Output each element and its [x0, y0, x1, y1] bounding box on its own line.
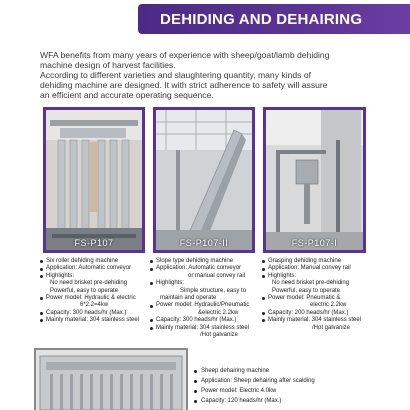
spec-item: [150, 258, 262, 265]
model-label: FS-P107-I: [291, 238, 338, 248]
machine-name: Six roller dehiding machine: [46, 258, 119, 264]
capacity-text: Capacity: 300 heads/hr (Max.): [156, 317, 237, 324]
spec-item: [150, 302, 262, 309]
highlights-label: Highlights:: [156, 280, 185, 287]
bullet-icon: [40, 319, 43, 322]
model-label: FS-P107-II: [179, 238, 229, 248]
spec-item: [262, 310, 374, 317]
highlight-text: No need brisket pre-dehiding: [272, 280, 350, 287]
slope-machine-photo: [153, 107, 255, 253]
application-detail: or manual convey rail: [188, 272, 246, 279]
highlights-label: Highlights:: [268, 272, 297, 279]
intro-line: an efficient and accurate operating sequence.: [40, 90, 214, 100]
application-text: Application: Automatic conveyor: [156, 265, 242, 272]
grasping-machine-photo: [263, 107, 366, 253]
application-text: Application: Automatic conveyor: [46, 265, 132, 272]
capacity-text: Capacity: 120 heads/hr (Max.): [201, 398, 282, 404]
material-text: Mainly material: 304 stainless steel: [268, 317, 362, 324]
bullet-icon: [262, 275, 265, 278]
spec-item: [194, 386, 344, 396]
model-label: FS-P107: [74, 238, 114, 248]
power-detail: &electric 2.2kw: [198, 309, 239, 316]
bullet-icon: [150, 327, 153, 330]
spec-item: [40, 273, 150, 280]
spec-item: [150, 265, 262, 272]
bullet-icon: [150, 282, 153, 285]
highlight-text: Powerful, easy to operate: [50, 287, 119, 294]
bullet-icon: [262, 319, 265, 322]
six-roller-machine-photo: [43, 107, 145, 253]
section-banner: [138, 4, 410, 34]
power-detail: electric 2.2kw: [310, 302, 347, 309]
six-roller-specs: [40, 258, 150, 325]
slope-type-specs: [150, 258, 262, 339]
dehairing-machine-photo: [34, 348, 188, 410]
machine-name: Grasping dehiding machine: [268, 258, 342, 264]
spec-item: [40, 310, 150, 317]
capacity-text: Capacity: 200 heads/hr (Max.): [268, 309, 349, 316]
grasping-specs: [262, 258, 374, 332]
machine-name: Sheep dehairing machine: [201, 368, 270, 374]
grasping-machine-illustration: [266, 110, 363, 250]
bullet-icon: [262, 260, 265, 263]
material-detail: /Hot galvanize: [200, 332, 239, 339]
spec-item: [150, 325, 262, 332]
spec-item: [262, 273, 374, 280]
highlight-text: Simple structure, easy to: [180, 287, 247, 294]
spec-item: [40, 258, 150, 265]
bullet-icon: [262, 297, 265, 300]
bullet-icon: [194, 390, 197, 393]
highlight-text: No need brisket pre-dehiding: [50, 280, 128, 287]
bullet-icon: [40, 268, 43, 271]
six-roller-machine-illustration: [46, 110, 142, 250]
bullet-icon: [150, 260, 153, 263]
intro-line: machine design of harvest facilities.: [40, 60, 176, 70]
bullet-icon: [150, 319, 153, 322]
spec-item: [194, 396, 344, 406]
bullet-icon: [40, 312, 43, 315]
spec-item: [40, 317, 150, 324]
material-text: Mainly material: 304 stainless steel: [156, 324, 250, 331]
capacity-text: Capacity: 300 heads/hr (Max.): [46, 309, 127, 316]
intro-line: According to different varieties and slaughtering quantity, many kinds of: [40, 70, 312, 80]
bullet-icon: [194, 380, 197, 383]
banner-title: DEHIDING AND DEHAIRING: [160, 10, 363, 28]
bullet-icon: [262, 268, 265, 271]
power-text: Power model: Pneumatic &: [268, 295, 341, 302]
spec-item: [40, 295, 150, 302]
intro-line: WFA benefits from many years of experience with sheep/goat/lamb dehiding: [40, 50, 330, 60]
bullet-icon: [262, 312, 265, 315]
power-text: Power model: Hydraulic & electric: [46, 295, 136, 302]
dehairing-specs: [194, 366, 344, 406]
intro-line: dehiding machine are designed. It with strict adherence to safety will assure: [40, 80, 328, 90]
intro-paragraph: [40, 50, 390, 100]
spec-item: [150, 280, 262, 287]
bullet-icon: [40, 275, 43, 278]
dehairing-machine-illustration: [36, 350, 186, 410]
application-text: Application: Sheep dehairing after scalding: [201, 378, 315, 384]
spec-item: [262, 258, 374, 265]
bullet-icon: [40, 260, 43, 263]
spec-item: [262, 317, 374, 324]
spec-item: [262, 295, 374, 302]
slope-machine-illustration: [156, 110, 252, 250]
spec-item: [150, 317, 262, 324]
bullet-icon: [150, 305, 153, 308]
bullet-icon: [194, 400, 197, 403]
power-text: Power model: Electric 4.0kw: [201, 388, 277, 394]
power-text: Power model: Hydraulic/Pneumatic: [156, 302, 250, 309]
machine-name: Slope type dehiding machine: [156, 258, 234, 264]
bullet-icon: [194, 370, 197, 373]
bullet-icon: [40, 297, 43, 300]
highlight-text: Powerful, easy to operate: [272, 287, 341, 294]
highlights-label: Highlights:: [46, 272, 75, 279]
spec-item: [262, 265, 374, 272]
material-detail: /Hot galvanize: [312, 324, 351, 331]
application-text: Application: Manual convey rail: [268, 265, 351, 272]
spec-item: [194, 366, 344, 376]
bullet-icon: [150, 268, 153, 271]
highlight-text: maintain and operate: [160, 295, 217, 302]
spec-item: [40, 265, 150, 272]
material-text: Mainly material: 304 stainless steel: [46, 317, 140, 324]
power-detail: 6*2.2=4kw: [80, 302, 109, 309]
spec-item: [194, 376, 344, 386]
